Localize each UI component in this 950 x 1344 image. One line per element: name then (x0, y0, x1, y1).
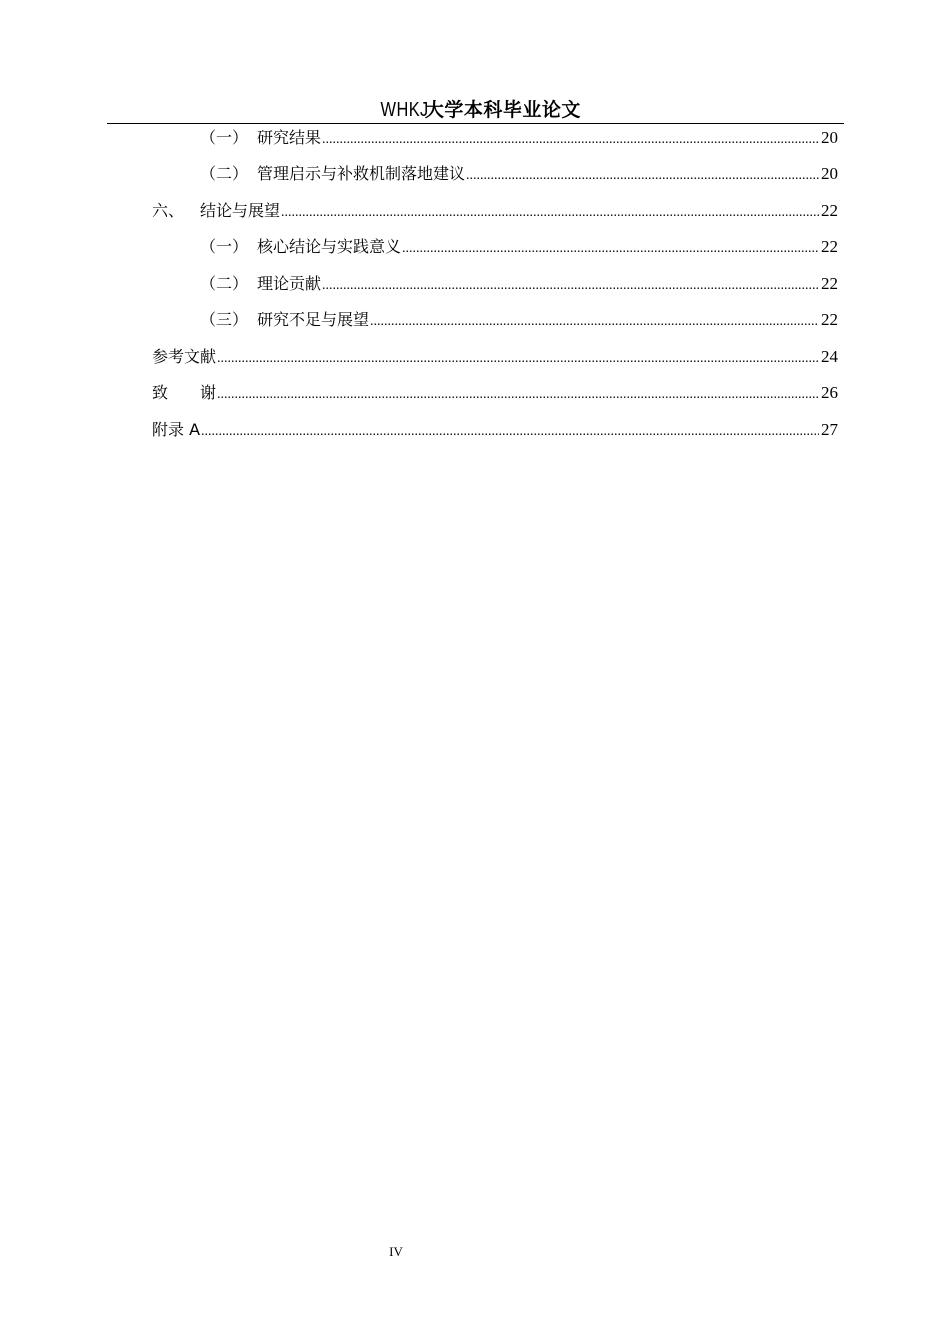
toc-entry-theoretical-contribution[interactable] (152, 269, 838, 299)
toc-entry-page: 22 (821, 237, 838, 256)
toc-dot-leader (322, 125, 819, 155)
toc-entry-title: 核心结论与实践意义 (257, 237, 402, 256)
toc-entry-conclusion[interactable] (152, 196, 838, 226)
toc-dot-leader (466, 161, 819, 191)
toc-entry-number: （一） (200, 128, 249, 147)
toc-entry-title: 管理启示与补救机制落地建议 (257, 164, 466, 183)
toc-entry-references[interactable] (152, 342, 838, 372)
toc-entry-results[interactable] (152, 123, 838, 153)
toc-entry-number: （三） (200, 310, 249, 329)
toc-entry-title: 结论与展望 (200, 201, 281, 220)
toc-entry-title: 研究结果 (257, 128, 322, 147)
header-school-code: WHKJ (380, 99, 429, 121)
toc-entry-page: 20 (821, 164, 838, 183)
toc-entry-page: 22 (821, 274, 838, 293)
toc-entry-page: 24 (821, 347, 838, 366)
toc-dot-leader (402, 234, 819, 264)
toc-entry-appendix-a[interactable] (152, 415, 838, 445)
toc-entry-number: 六、 (152, 201, 185, 220)
toc-dot-leader (217, 344, 819, 374)
toc-entry-number: （一） (200, 237, 249, 256)
toc-dot-leader (281, 198, 819, 228)
toc-entry-title: 附录 A (152, 420, 201, 439)
toc-entry-title: 致 谢 (152, 383, 217, 402)
toc-entry-page: 27 (821, 420, 838, 439)
toc-entry-page: 22 (821, 201, 838, 220)
toc-entry-limitations[interactable] (152, 305, 838, 335)
toc-entry-acknowledgements[interactable] (152, 378, 838, 408)
toc-dot-leader (322, 271, 819, 301)
toc-dot-leader (370, 307, 819, 337)
toc-entry-number: （二） (200, 164, 249, 183)
toc-entry-page: 22 (821, 310, 838, 329)
toc-dot-leader (201, 417, 819, 447)
footer-page-number: IV (389, 1244, 403, 1259)
toc-entry-title: 研究不足与展望 (257, 310, 370, 329)
toc-entry-title: 参考文献 (152, 347, 217, 366)
header-title: 大学本科毕业论文 (424, 99, 581, 121)
toc-entry-title: 理论贡献 (257, 274, 322, 293)
toc-entry-core-conclusions[interactable] (152, 232, 838, 262)
toc-dot-leader (217, 380, 819, 410)
toc-entry-page: 26 (821, 383, 838, 402)
toc-entry-page: 20 (821, 128, 838, 147)
toc-entry-number: （二） (200, 274, 249, 293)
toc-entry-management-implications[interactable] (152, 159, 838, 189)
page-header (107, 96, 844, 124)
